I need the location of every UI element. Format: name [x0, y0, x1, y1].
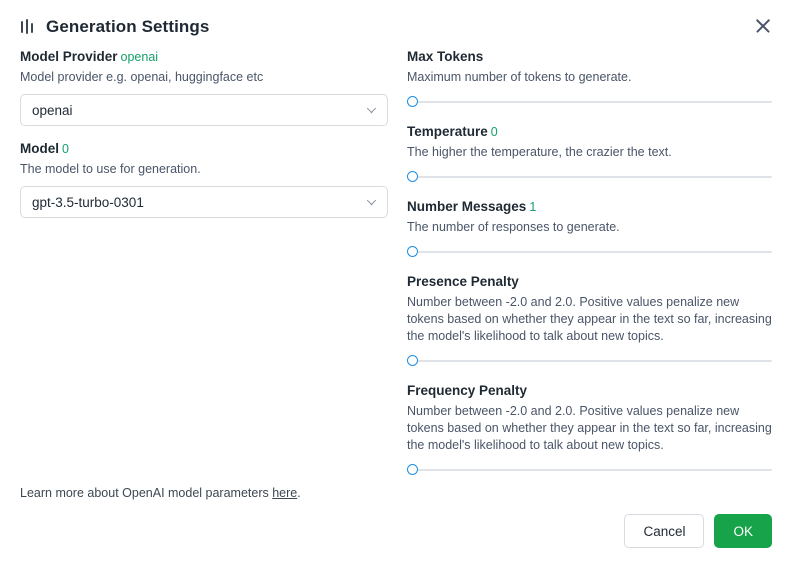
- slider-track: [407, 360, 772, 362]
- slider-track: [407, 176, 772, 178]
- slider-max-tokens: [407, 48, 772, 110]
- frequency-penalty-label: [407, 382, 772, 400]
- slider-temperature: [407, 123, 772, 185]
- learn-more-prefix: Learn more about OpenAI model parameters: [20, 486, 273, 500]
- learn-more-link[interactable]: here: [272, 486, 298, 500]
- settings-columns: [0, 38, 792, 491]
- learn-more-suffix: .: [297, 486, 301, 500]
- slider-frequency-penalty: [407, 382, 772, 478]
- model-provider-label-text: Model Provider: [20, 49, 118, 64]
- number-messages-label: [407, 198, 772, 216]
- model-label-text: Model: [20, 141, 59, 156]
- chevron-down-icon: [367, 199, 376, 208]
- max-tokens-label: [407, 48, 772, 66]
- sliders-icon: [20, 19, 36, 35]
- model-help: The model to use for generation.: [20, 162, 201, 176]
- model-provider-value-badge: openai: [120, 50, 159, 64]
- slider-thumb[interactable]: [407, 355, 418, 366]
- left-column: [20, 48, 390, 491]
- model-field: [20, 140, 390, 218]
- temperature-help: The higher the temperature, the crazier the text.: [407, 145, 672, 159]
- model-provider-select[interactable]: [20, 94, 388, 126]
- number-messages-help: The number of responses to generate.: [407, 220, 620, 234]
- page-title: Generation Settings: [46, 17, 210, 36]
- max-tokens-help: Maximum number of tokens to generate.: [407, 70, 632, 84]
- ok-button[interactable]: OK: [714, 514, 772, 548]
- slider-track: [407, 251, 772, 253]
- dialog-header: [0, 0, 792, 38]
- number-messages-value-badge: 1: [529, 200, 537, 214]
- right-column: [407, 48, 772, 491]
- model-selected-value: gpt-3.5-turbo-0301: [32, 194, 144, 210]
- number-messages-slider[interactable]: [407, 244, 772, 260]
- model-provider-label: [20, 48, 390, 66]
- temperature-label-text: Temperature: [407, 124, 488, 139]
- presence-penalty-help: Number between -2.0 and 2.0. Positive values penalize new tokens based on whether they appear in the text so far, increasing the model's likelihood to talk about new topics.: [407, 295, 772, 343]
- dialog-footer: [624, 514, 772, 548]
- slider-presence-penalty: [407, 273, 772, 369]
- temperature-slider[interactable]: [407, 169, 772, 185]
- slider-track: [407, 101, 772, 103]
- number-messages-label-text: Number Messages: [407, 199, 527, 214]
- temperature-value-badge: 0: [490, 125, 498, 139]
- model-select[interactable]: [20, 186, 388, 218]
- max-tokens-slider[interactable]: [407, 94, 772, 110]
- max-tokens-label-text: Max Tokens: [407, 49, 484, 64]
- presence-penalty-label: [407, 273, 772, 291]
- learn-more-text: [20, 486, 301, 500]
- model-provider-help: Model provider e.g. openai, huggingface etc: [20, 70, 264, 84]
- cancel-button[interactable]: Cancel: [624, 514, 704, 548]
- temperature-label: [407, 123, 772, 141]
- slider-thumb[interactable]: [407, 464, 418, 475]
- slider-thumb[interactable]: [407, 246, 418, 257]
- slider-thumb[interactable]: [407, 96, 418, 107]
- close-icon[interactable]: [750, 13, 776, 39]
- chevron-down-icon: [367, 107, 376, 116]
- model-label: [20, 140, 390, 158]
- frequency-penalty-help: Number between -2.0 and 2.0. Positive values penalize new tokens based on whether they appear in the text so far, increasing the model's likelihood to talk about new topics.: [407, 404, 772, 452]
- slider-number-messages: [407, 198, 772, 260]
- frequency-penalty-slider[interactable]: [407, 462, 772, 478]
- presence-penalty-slider[interactable]: [407, 353, 772, 369]
- frequency-penalty-label-text: Frequency Penalty: [407, 383, 528, 398]
- slider-thumb[interactable]: [407, 171, 418, 182]
- presence-penalty-label-text: Presence Penalty: [407, 274, 519, 289]
- slider-track: [407, 469, 772, 471]
- model-provider-field: [20, 48, 390, 126]
- model-value-badge: 0: [62, 142, 69, 156]
- model-provider-selected-value: openai: [32, 102, 73, 118]
